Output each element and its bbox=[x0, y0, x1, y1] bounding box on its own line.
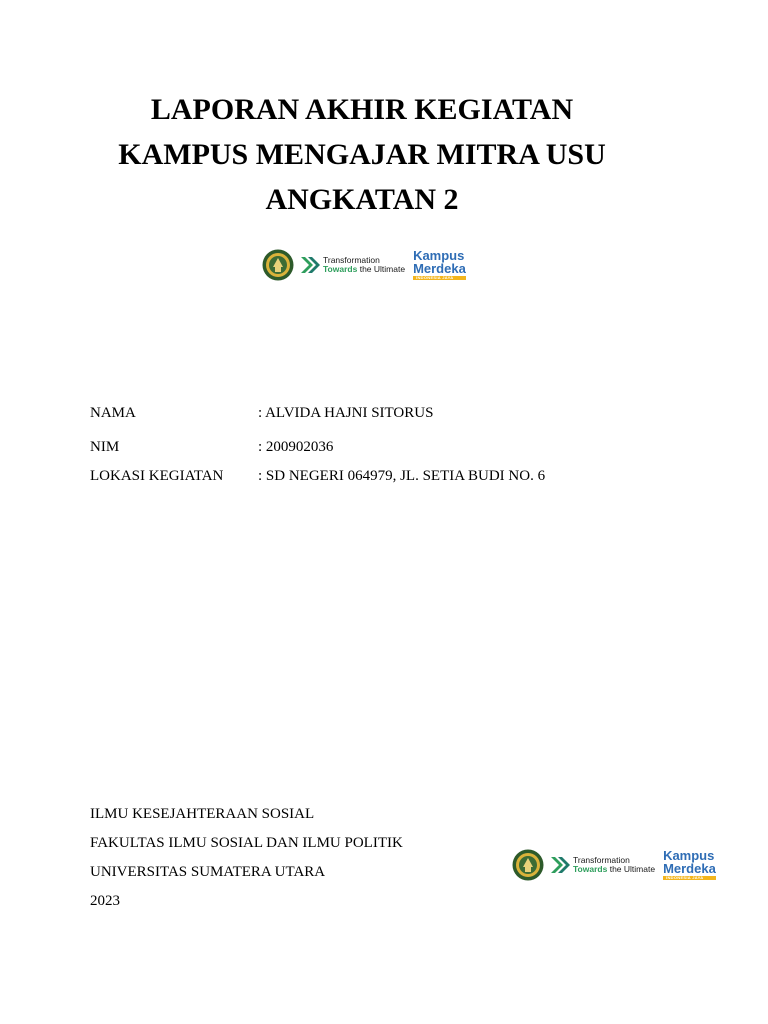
title-line-3: ANGKATAN 2 bbox=[265, 183, 459, 216]
info-value: : ALVIDA HAJNI SITORUS bbox=[258, 405, 434, 421]
logo-strip-top bbox=[262, 249, 466, 281]
transformation-logo bbox=[549, 854, 655, 876]
info-label: LOKASI KEGIATAN bbox=[90, 468, 224, 484]
usu-seal-icon bbox=[512, 849, 544, 881]
kampus-tagline: INDONESIA JAYA bbox=[413, 276, 466, 280]
transformation-chevron-icon bbox=[549, 854, 571, 876]
transformation-text-2b: the Ultimate bbox=[359, 264, 406, 274]
transformation-text-1: Transformation bbox=[323, 255, 380, 266]
kampus-text: Kampus bbox=[413, 248, 465, 264]
title-line-2: KAMPUS MENGAJAR MITRA USU bbox=[118, 138, 606, 171]
kampus-text: Kampus bbox=[663, 848, 715, 864]
footer-university: UNIVERSITAS SUMATERA UTARA bbox=[90, 864, 326, 880]
info-value: : SD NEGERI 064979, JL. SETIA BUDI NO. 6 bbox=[258, 468, 546, 484]
info-label: NAMA bbox=[90, 405, 136, 421]
merdeka-text: Merdeka bbox=[413, 260, 466, 276]
kampus-tagline: INDONESIA JAYA bbox=[663, 876, 716, 880]
transformation-chevron-icon bbox=[299, 254, 321, 276]
logo-strip-bottom bbox=[512, 849, 716, 881]
transformation-text-2a: Towards bbox=[323, 264, 358, 274]
merdeka-text: Merdeka bbox=[663, 860, 716, 876]
transformation-text-2b: the Ultimate bbox=[609, 864, 656, 874]
usu-seal-icon bbox=[262, 249, 294, 281]
transformation-logo bbox=[299, 254, 405, 276]
info-label: NIM bbox=[90, 439, 120, 455]
footer-faculty: FAKULTAS ILMU SOSIAL DAN ILMU POLITIK bbox=[90, 835, 403, 851]
title-line-1: LAPORAN AKHIR KEGIATAN bbox=[150, 93, 574, 126]
info-value: : 200902036 bbox=[258, 439, 334, 455]
kampus-merdeka-logo bbox=[663, 850, 716, 879]
footer-year: 2023 bbox=[90, 893, 120, 909]
transformation-text-1: Transformation bbox=[573, 855, 630, 866]
transformation-text-2a: Towards bbox=[573, 864, 608, 874]
footer-program: ILMU KESEJAHTERAAN SOSIAL bbox=[90, 806, 315, 822]
kampus-merdeka-logo bbox=[413, 250, 466, 279]
